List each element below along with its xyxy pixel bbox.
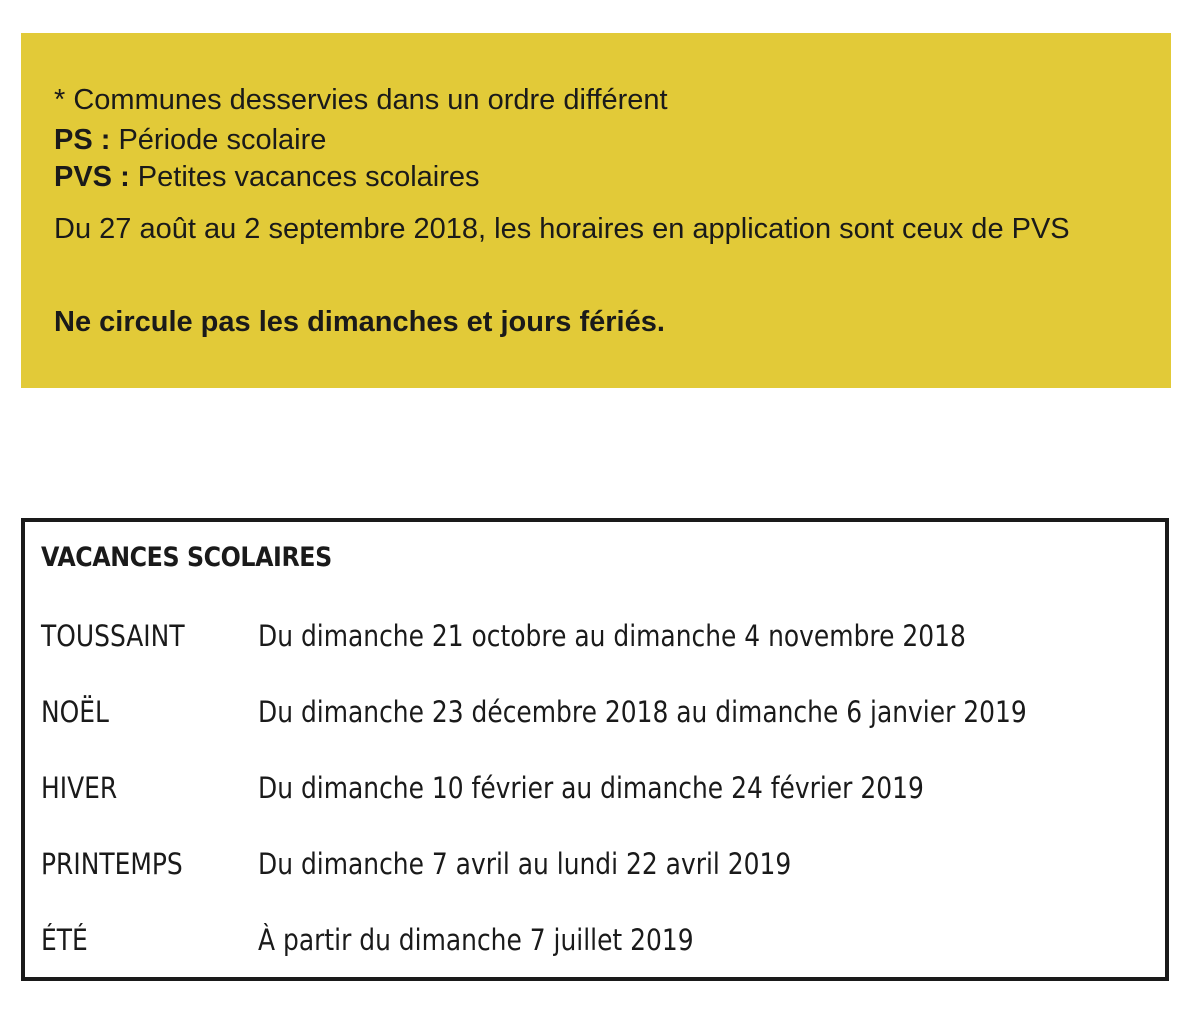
holiday-row: [41, 692, 1151, 732]
holidays-title: VACANCES SCOLAIRES: [41, 542, 332, 573]
holiday-name: ÉTÉ: [41, 923, 88, 957]
legend-ps-text: Période scolaire: [110, 124, 327, 156]
holiday-row: [41, 768, 1151, 808]
legend-pvs-text: Petites vacances scolaires: [129, 161, 480, 193]
legend-pvs-abbr: PVS :: [54, 161, 130, 193]
holiday-dates: Du dimanche 21 octobre au dimanche 4 novembre 2018: [258, 619, 966, 653]
holiday-name: NOËL: [41, 695, 109, 729]
sunday-note: Ne circule pas les dimanches et jours fériés.: [54, 306, 665, 338]
holiday-dates: Du dimanche 7 avril au lundi 22 avril 2019: [258, 847, 792, 881]
legend-ps-abbr: PS :: [54, 124, 111, 156]
holiday-name: PRINTEMPS: [41, 847, 183, 881]
school-holidays-box: [21, 518, 1169, 981]
holiday-row: [41, 844, 1151, 884]
notice-box: [21, 33, 1171, 388]
legend-ps: [54, 121, 326, 159]
period-note: Du 27 août au 2 septembre 2018, les horaires en application sont ceux de PVS: [54, 213, 1070, 245]
holiday-row: [41, 920, 1151, 960]
holiday-name: HIVER: [41, 771, 118, 805]
holiday-row: [41, 616, 1151, 656]
asterisk-note: * Communes desservies dans un ordre différent: [54, 84, 668, 116]
holiday-name: TOUSSAINT: [41, 619, 185, 653]
legend-pvs: [54, 158, 480, 196]
holiday-dates: Du dimanche 10 février au dimanche 24 février 2019: [258, 771, 924, 805]
holiday-dates: Du dimanche 23 décembre 2018 au dimanche 6 janvier 2019: [258, 695, 1027, 729]
holiday-dates: À partir du dimanche 7 juillet 2019: [258, 923, 694, 957]
